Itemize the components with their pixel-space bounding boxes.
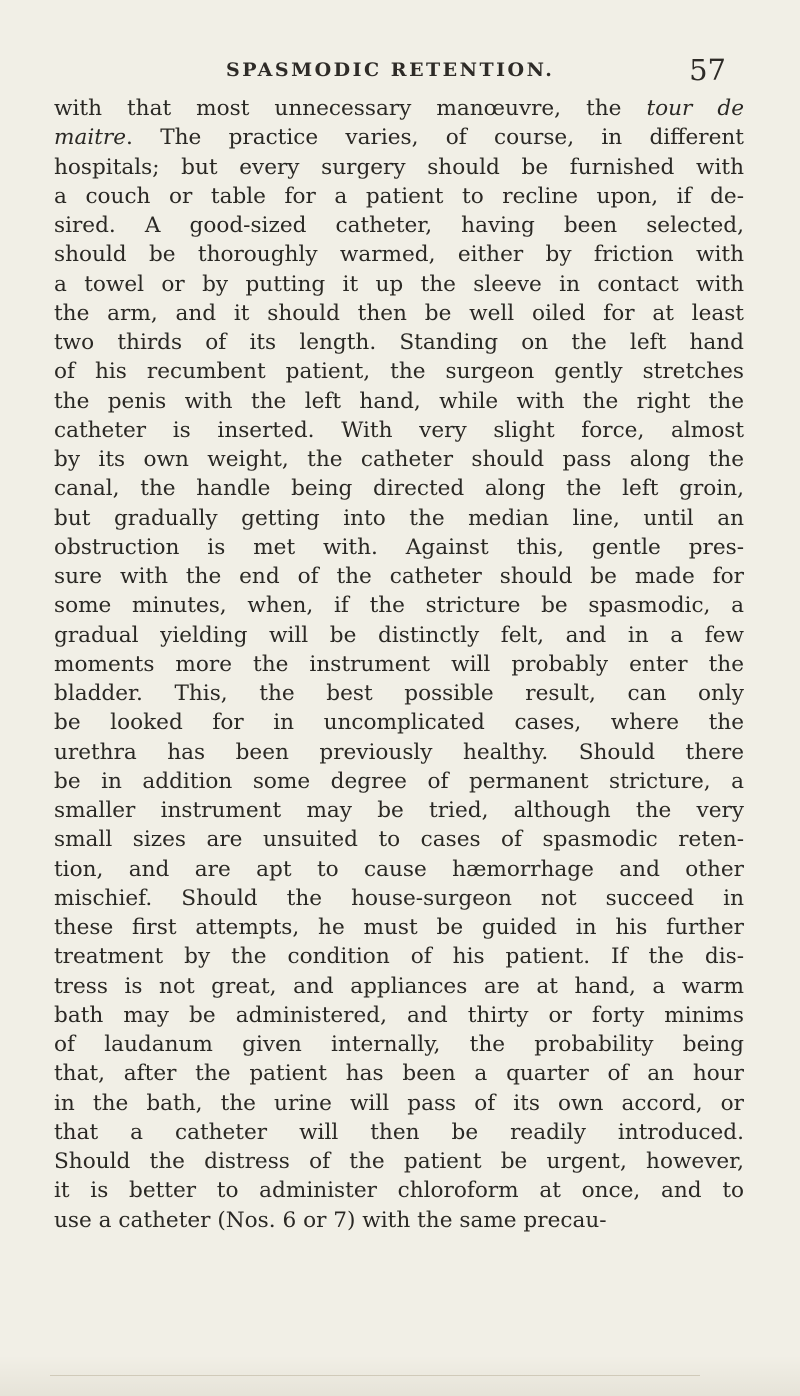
text-segment: some minutes, when, if the stricture be spasmodic, a (54, 593, 744, 619)
text-segment: in the bath, the urine will pass of its own accord, or (54, 1090, 744, 1116)
text-line (54, 679, 744, 708)
text-segment: that a catheter will then be readily introduced. (54, 1119, 744, 1145)
text-line (54, 796, 744, 825)
running-head (226, 53, 726, 87)
text-line (54, 825, 744, 854)
text-segment: of his recumbent patient, the surgeon gently stretches (54, 359, 744, 385)
italic-phrase: maitre (54, 125, 127, 151)
text-line (54, 153, 744, 182)
text-line (54, 1176, 744, 1205)
text-segment: tress is not great, and appliances are at hand, a warm (54, 973, 744, 999)
text-segment: with that most unnecessary manœuvre, the (54, 96, 647, 121)
text-line (54, 387, 744, 416)
text-line (54, 123, 744, 152)
text-segment: catheter is inserted. With very slight force, almost (54, 417, 744, 443)
text-segment: it is better to administer chloroform at once, and to (54, 1178, 744, 1204)
text-line (54, 445, 744, 474)
text-segment: two thirds of its length. Standing on the left hand (54, 330, 744, 355)
text-line (54, 1030, 744, 1059)
text-segment: a couch or table for a patient to recline upon, if de- (54, 183, 744, 209)
text-line (54, 1001, 744, 1030)
text-segment: sired. A good-sized catheter, having been selected, (54, 213, 744, 238)
text-line (54, 650, 744, 679)
text-segment: tion, and are apt to cause hæmorrhage and other (54, 856, 744, 882)
text-segment: mischief. Should the house-surgeon not succeed in (54, 885, 744, 911)
text-line (54, 1089, 744, 1118)
text-line (54, 357, 744, 386)
text-line (54, 240, 744, 269)
text-line (54, 591, 744, 620)
text-segment: these first attempts, he must be guided in his further (54, 915, 744, 940)
italic-phrase: tour de (646, 96, 745, 121)
text-line (54, 474, 744, 503)
text-segment: by its own weight, the catheter should pass along the (54, 447, 744, 472)
text-segment: smaller instrument may be tried, although the very (54, 798, 744, 823)
page-bottom-edge (0, 1356, 800, 1396)
text-line (54, 562, 744, 591)
text-line (54, 855, 744, 884)
body-text (54, 94, 744, 1235)
text-segment: hospitals; but every surgery should be furnished with (54, 154, 744, 180)
text-line (54, 182, 744, 211)
text-line (54, 1118, 744, 1147)
text-line (54, 504, 744, 533)
text-segment: be looked for in uncomplicated cases, where the (54, 710, 744, 736)
text-line (54, 211, 744, 240)
text-segment: canal, the handle being directed along the left groin, (54, 476, 744, 502)
running-title: SPASMODIC RETENTION. (226, 59, 555, 81)
text-segment: use a catheter (Nos. 6 or 7) with the same precau- (54, 1207, 607, 1233)
text-segment: . The practice varies, of course, in different (126, 125, 744, 151)
text-line (54, 767, 744, 796)
text-line (54, 533, 744, 562)
text-line (54, 942, 744, 971)
text-line (54, 1206, 744, 1235)
text-line (54, 972, 744, 1001)
text-segment: a towel or by putting it up the sleeve in contact with (54, 271, 744, 297)
text-segment: bath may be administered, and thirty or forty minims (54, 1002, 744, 1028)
text-segment: the penis with the left hand, while with the right the (54, 388, 744, 414)
text-segment: sure with the end of the catheter should be made for (54, 564, 744, 589)
text-segment: moments more the instrument will probably enter the (54, 651, 744, 677)
text-line (54, 94, 744, 123)
text-segment: should be thoroughly warmed, either by friction with (54, 242, 744, 268)
text-line (54, 738, 744, 767)
page-number: 57 (689, 53, 726, 87)
text-segment: be in addition some degree of permanent stricture, a (54, 768, 744, 794)
text-segment: small sizes are unsuited to cases of spasmodic reten- (54, 827, 744, 853)
text-line (54, 1147, 744, 1176)
text-line (54, 884, 744, 913)
text-segment: obstruction is met with. Against this, gentle pres- (54, 534, 744, 560)
text-segment: urethra has been previously healthy. Should there (54, 739, 744, 765)
text-segment: the arm, and it should then be well oiled for at least (54, 300, 744, 326)
text-segment: bladder. This, the best possible result, can only (54, 681, 744, 706)
text-segment: but gradually getting into the median line, until an (54, 505, 744, 531)
text-line (54, 270, 744, 299)
text-segment: treatment by the condition of his patient. If the dis- (54, 944, 744, 970)
text-segment: of laudanum given internally, the probability being (54, 1032, 744, 1057)
text-segment: that, after the patient has been a quarter of an hour (54, 1061, 744, 1087)
text-segment: Should the distress of the patient be urgent, however, (54, 1149, 744, 1174)
text-line (54, 621, 744, 650)
text-line (54, 416, 744, 445)
text-line (54, 328, 744, 357)
text-line (54, 913, 744, 942)
text-segment: gradual yielding will be distinctly felt, and in a few (54, 622, 744, 648)
text-line (54, 1059, 744, 1088)
text-line (54, 708, 744, 737)
text-line (54, 299, 744, 328)
